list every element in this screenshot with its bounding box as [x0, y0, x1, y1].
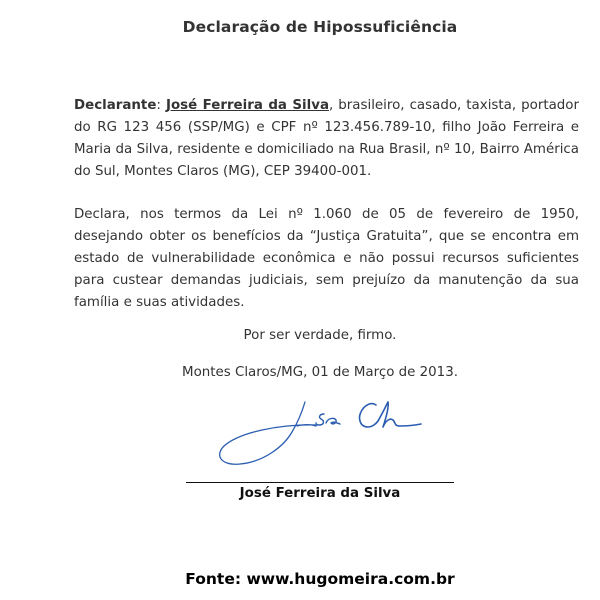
declaration-paragraph: Declara, nos termos da Lei nº 1.060 de 05 de fevereiro de 1950, desejando obter os benefícios da “Justiça Gratuita”, que se encontra em estado de vulnerabilidade econômica e não possui recursos suficientes para custear demandas judiciais, sem prejuízo da manutenção da sua família e suas atividades.	[74, 207, 579, 310]
closing-statement: Por ser verdade, firmo.	[243, 328, 397, 343]
source-credit: Fonte: www.hugomeira.com.br	[185, 570, 455, 588]
signer-name: José Ferreira da Silva	[239, 486, 401, 501]
declarant-colon: :	[156, 98, 166, 113]
place-and-date: Montes Claros/MG, 01 de Março de 2013.	[182, 365, 458, 380]
declarant-label: Declarante	[74, 98, 157, 113]
document-title: Declaração de Hipossuficiência	[182, 18, 458, 36]
signature-icon	[200, 390, 440, 475]
signature-line	[186, 482, 454, 483]
declarant-paragraph	[74, 95, 579, 183]
declarant-name: José Ferreira da Silva	[165, 98, 329, 113]
declarant-details: , brasileiro, casado, taxista, portador do RG 123 456 (SSP/MG) e CPF nº 123.456.789-10, filho João Ferreira e Maria da Silva, residente e domiciliado na Rua Brasil, nº 10, Bairro América do Sul, Montes Claros (MG), CEP 39400-001.	[74, 98, 579, 179]
